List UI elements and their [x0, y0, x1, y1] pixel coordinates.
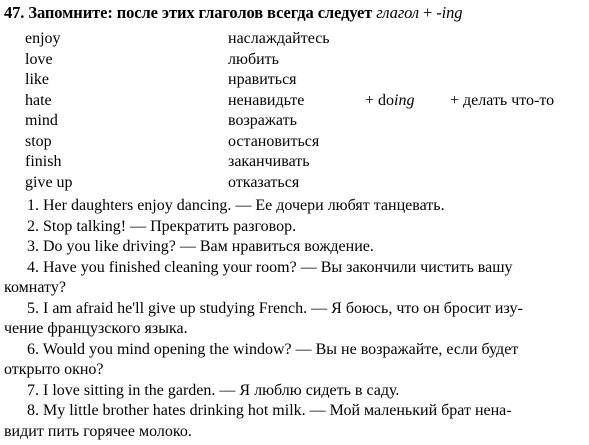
- example-line: 5. I am afraid he'll give up studying French. — Я боюсь, что он бросит изу-: [27, 299, 523, 317]
- doing-formula: [365, 91, 414, 112]
- verb-english: love: [25, 50, 53, 68]
- example-line-continuation: комнату?: [4, 279, 66, 296]
- verb-row: [25, 70, 585, 91]
- verb-row: [25, 29, 585, 50]
- verb-english: hate: [25, 91, 52, 109]
- verb-row: [25, 173, 585, 194]
- verb-russian: ненавидьте: [228, 91, 305, 109]
- verb-row: [25, 111, 585, 132]
- verb-english: give up: [25, 173, 73, 191]
- verb-russian: нравиться: [228, 71, 297, 88]
- example-line: 4. Have you finished cleaning your room? — Вы закончили чистить вашу: [27, 258, 513, 276]
- heading-plus: + -: [423, 3, 442, 22]
- verb-russian: заканчивать: [228, 153, 310, 170]
- doing-translation: + делать что-то: [450, 91, 555, 109]
- example-line-continuation: чение французского языка.: [4, 320, 188, 337]
- exercise-heading: [4, 3, 462, 23]
- example-line-continuation: открыто окно?: [4, 361, 104, 378]
- verb-russian: остановиться: [228, 132, 320, 150]
- verb-row: [25, 50, 585, 71]
- example-line: 3. Do you like driving? — Вам нравиться вождение.: [27, 238, 374, 255]
- verb-english: like: [25, 71, 49, 88]
- doing-suffix: ing: [394, 91, 415, 109]
- doing-prefix: + do: [365, 91, 395, 109]
- heading-text: Запомните: после этих глаголов всегда следует: [28, 3, 373, 22]
- example-line: 2. Stop talking! — Прекратить разговор.: [27, 217, 297, 235]
- heading-ing: ing: [441, 3, 463, 22]
- example-line: 7. I love sitting in the garden. — Я люблю сидеть в саду.: [27, 381, 400, 399]
- verb-russian: возражать: [228, 112, 297, 129]
- verb-english: enjoy: [25, 30, 61, 47]
- verb-russian: любить: [228, 50, 279, 68]
- example-line: 6. Would you mind opening the window? — Вы не возражайте, если будет: [27, 340, 519, 358]
- verb-english: stop: [25, 132, 52, 150]
- example-line: 1. Her daughters enjoy dancing. — Ее дочери любят танцевать.: [27, 197, 445, 214]
- example-sentences: [4, 196, 586, 442]
- example-line: 8. My little brother hates drinking hot milk. — Мой маленький брат нена-: [27, 402, 512, 419]
- verb-english: mind: [25, 112, 58, 129]
- exercise-number: 47.: [4, 3, 25, 22]
- heading-italic-word: глагол: [376, 3, 419, 22]
- verb-row: [25, 91, 585, 112]
- verb-russian: отказаться: [228, 173, 300, 191]
- verb-row: [25, 152, 585, 173]
- verb-list: [25, 29, 585, 193]
- verb-russian: наслаждайтесь: [228, 30, 330, 47]
- example-line-continuation: видит пить горячее молоко.: [4, 422, 192, 440]
- verb-english: finish: [25, 153, 62, 170]
- verb-row: [25, 132, 585, 153]
